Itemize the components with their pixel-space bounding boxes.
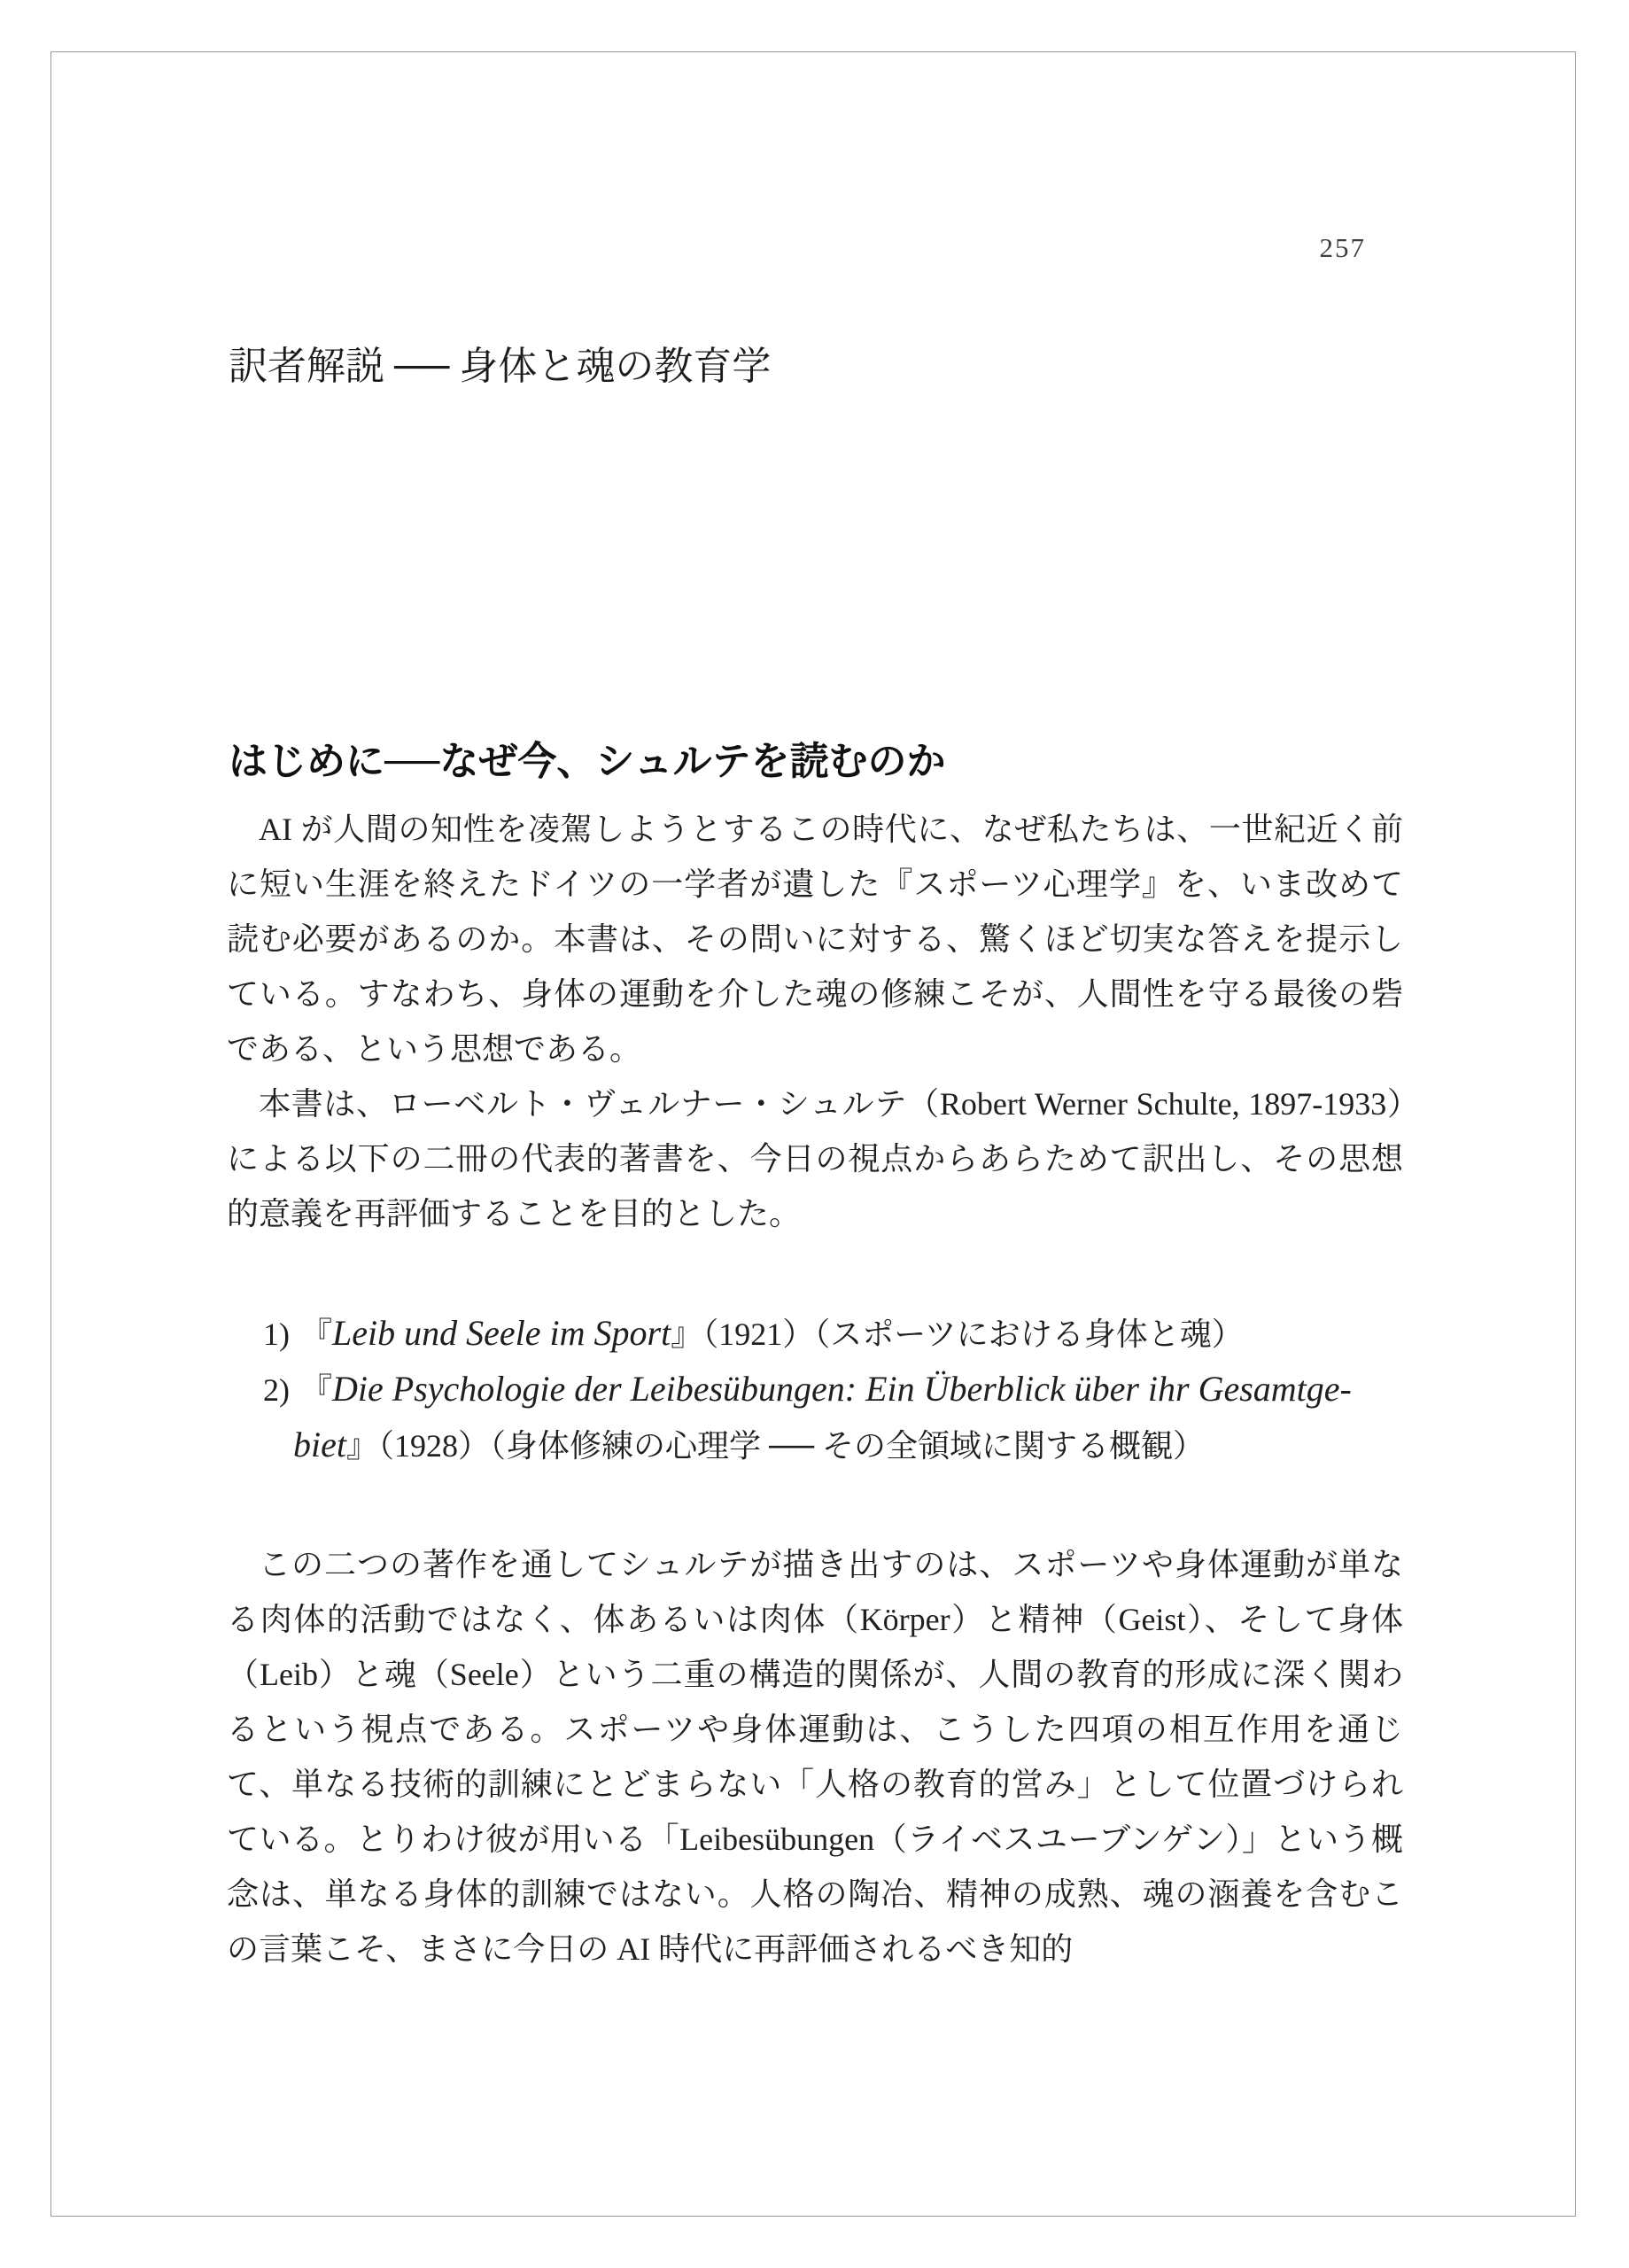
list-item-marker: 2) [263,1372,290,1408]
section-heading: はじめに──なぜ今、シュルテを読むのか [229,740,946,783]
paragraph-3: この二つの著作を通してシュルテが描き出すのは、スポーツや身体運動が単なる肉体的活動ではなく、体あるいは肉体（Körper）と精神（Geist）、そして身体（Leib）と魂（Seele）という二重の構造的関係が、人間の教育的形成に深く関わるという視点である。スポーツや身体運動は、こうした四項の相互作用を通じて、単なる技術的訓練にとどまらない「人格の教育的営み」として位置づけられている。とりわけ彼が用いる「Leibesübungen（ライベスユーブンゲン）」という概念は、単なる身体的訓練ではない。人格の陶冶、精神の成熟、魂の涵養を含むこの言葉こそ、まさに今日の AI 時代に再評価されるべき知的 [227,1547,1403,1967]
book-list-item-1 [263,1306,1352,1362]
book-title-latin: Die Psychologie der Leibesübungen: Ein Überblick über ihr Gesamtge- [332,1369,1352,1409]
book-title-latin: Leib und Seele im Sport [332,1313,671,1353]
book-title-latin-continued: biet [293,1425,346,1464]
open-quote: 『 [300,1317,333,1352]
body-text-block-2 [227,1537,1403,1977]
book-list [263,1306,1352,1473]
document-title: 訳者解説 ── 身体と魂の教育学 [229,345,772,388]
body-text-block-1 [227,802,1403,1241]
paragraph-2: 本書は、ローベルト・ヴェルナー・シュルテ（Robert Werner Schulte, 1897-1933）による以下の二冊の代表的著書を、今日の視点からあらためて訳出し、その思想的意義を再評価することを目的とした。 [227,1086,1403,1231]
book-item-detail: 』（1928）（身体修練の心理学 ── その全領域に関する概観） [345,1428,1205,1464]
page-number: 257 [1319,232,1366,263]
paragraph-1: AI が人間の知性を凌駕しようとするこの時代に、なぜ私たちは、一世紀近く前に短い生涯を終えたドイツの一学者が遺した『スポーツ心理学』を、いま改めて読む必要があるのか。本書は、その問いに対する、驚くほど切実な答えを提示している。すなわち、身体の運動を介した魂の修練こそが、人間性を守る最後の砦である、という思想である。 [227,812,1403,1067]
book-item-detail: 』（1921）（スポーツにおける身体と魂） [671,1317,1244,1352]
list-item-marker: 1) [263,1317,290,1352]
open-quote: 『 [300,1372,333,1408]
book-list-item-2-line-1 [263,1362,1352,1418]
book-list-item-2-line-2 [293,1418,1352,1473]
